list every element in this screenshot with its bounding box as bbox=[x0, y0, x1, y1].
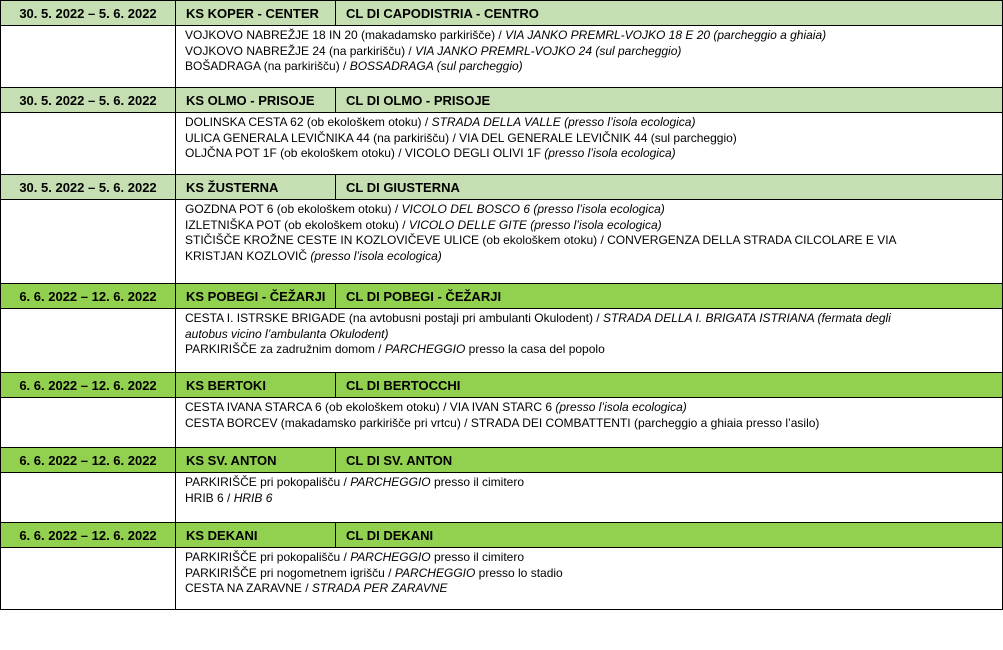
location-text: CESTA NA ZARAVNE / bbox=[185, 581, 312, 595]
community-name-sl: KS BERTOKI bbox=[176, 373, 336, 398]
location-line bbox=[185, 218, 1000, 234]
location-text: GOZDNA POT 6 (ob ekološkem otoku) / bbox=[185, 202, 402, 216]
location-text: ULICA GENERALA LEVIČNIKA 44 (na parkirišču) / VIA DEL GENERALE LEVIČNIK 44 (sul parcheggio) bbox=[185, 130, 737, 145]
location-text: OLJČNA POT 1F (ob ekološkem otoku) / VICOLO DEGLI OLIVI 1F bbox=[185, 146, 545, 160]
location-text: VICOLO DEL BOSCO 6 (presso l’isola ecologica) bbox=[401, 202, 665, 216]
empty-cell bbox=[1, 200, 176, 284]
section-detail-row bbox=[1, 398, 1003, 448]
community-name-it: CL DI GIUSTERNA bbox=[336, 175, 1003, 200]
location-text: PARKIRIŠČE pri nogometnem igrišču / bbox=[185, 565, 395, 580]
location-text: PARKIRIŠČE za zadružnim domom / bbox=[185, 342, 385, 356]
location-text: PARCHEGGIO bbox=[350, 475, 431, 489]
locations-cell bbox=[176, 200, 1003, 284]
location-line bbox=[185, 249, 1000, 265]
section-header-row bbox=[1, 448, 1003, 473]
location-text: VOJKOVO NABREŽJE 24 (na parkirišču) / bbox=[185, 43, 416, 58]
location-text: presso la casa del popolo bbox=[465, 342, 605, 356]
empty-cell bbox=[1, 26, 176, 88]
date-range: 30. 5. 2022 – 5. 6. 2022 bbox=[1, 1, 176, 26]
date-range: 6. 6. 2022 – 12. 6. 2022 bbox=[1, 523, 176, 548]
community-name-it: CL DI SV. ANTON bbox=[336, 448, 1003, 473]
section-detail-row bbox=[1, 113, 1003, 175]
location-text: presso il cimitero bbox=[430, 475, 525, 489]
location-text: autobus vicino l’ambulanta Okulodent) bbox=[185, 326, 389, 341]
schedule-body bbox=[1, 1, 1003, 610]
location-line bbox=[185, 233, 1000, 249]
location-line bbox=[185, 59, 1000, 75]
location-text: PARKIRIŠČE pri pokopališču / bbox=[185, 475, 351, 489]
location-line bbox=[185, 202, 1000, 218]
community-name-it: CL DI DEKANI bbox=[336, 523, 1003, 548]
section-detail-row bbox=[1, 200, 1003, 284]
location-text: BOŠADRAGA (na parkirišču) / bbox=[185, 59, 350, 73]
location-text: (presso l’isola ecologica) bbox=[555, 400, 687, 414]
community-name-it: CL DI POBEGI - ČEŽARJI bbox=[336, 284, 1003, 309]
location-text: VIA JANKO PREMRL-VOJKO 24 (sul parcheggio) bbox=[415, 43, 682, 58]
location-line bbox=[185, 416, 1000, 432]
location-line bbox=[185, 146, 1000, 162]
date-range: 30. 5. 2022 – 5. 6. 2022 bbox=[1, 175, 176, 200]
section-detail-row bbox=[1, 26, 1003, 88]
location-line bbox=[185, 491, 1000, 507]
locations-cell bbox=[176, 26, 1003, 88]
location-line bbox=[185, 550, 1000, 566]
locations-cell bbox=[176, 548, 1003, 610]
date-range: 6. 6. 2022 – 12. 6. 2022 bbox=[1, 284, 176, 309]
location-line bbox=[185, 311, 1000, 327]
community-name-sl: KS POBEGI - ČEŽARJI bbox=[176, 284, 336, 309]
location-line bbox=[185, 131, 1000, 147]
locations-cell bbox=[176, 113, 1003, 175]
section-detail-row bbox=[1, 309, 1003, 373]
community-name-it: CL DI CAPODISTRIA - CENTRO bbox=[336, 1, 1003, 26]
location-text: IZLETNIŠKA POT (ob ekološkem otoku) / bbox=[185, 217, 409, 232]
community-name-sl: KS SV. ANTON bbox=[176, 448, 336, 473]
location-text: presso lo stadio bbox=[475, 565, 563, 580]
location-text: BOSSADRAGA (sul parcheggio) bbox=[349, 59, 523, 73]
location-text: (presso l’isola ecologica) bbox=[310, 248, 442, 263]
location-text: (presso l’isola ecologica) bbox=[544, 146, 676, 160]
location-line bbox=[185, 566, 1000, 582]
location-text: PARCHEGGIO bbox=[394, 565, 476, 580]
community-name-it: CL DI BERTOCCHI bbox=[336, 373, 1003, 398]
date-range: 30. 5. 2022 – 5. 6. 2022 bbox=[1, 88, 176, 113]
community-name-sl: KS DEKANI bbox=[176, 523, 336, 548]
section-detail-row bbox=[1, 548, 1003, 610]
empty-cell bbox=[1, 309, 176, 373]
location-text: KRISTJAN KOZLOVIČ bbox=[185, 248, 311, 263]
location-text: HRIB 6 bbox=[233, 490, 273, 505]
location-text: STIČIŠČE KROŽNE CESTE IN KOZLOVIČEVE ULICE (ob ekološkem otoku) / CONVERGENZA DELLA STRADA CILCOLARE E VIA bbox=[185, 233, 897, 247]
location-text: PARCHEGGIO bbox=[350, 550, 431, 564]
location-line bbox=[185, 44, 1000, 60]
location-text: presso il cimitero bbox=[430, 550, 525, 564]
location-line bbox=[185, 400, 1000, 416]
section-header-row bbox=[1, 1, 1003, 26]
location-text: VOJKOVO NABREŽJE 18 IN 20 (makadamsko parkirišče) / bbox=[185, 28, 506, 42]
location-text: STRADA PER ZARAVNE bbox=[311, 581, 448, 595]
locations-cell bbox=[176, 398, 1003, 448]
location-line bbox=[185, 28, 1000, 44]
location-text: PARCHEGGIO bbox=[384, 342, 466, 356]
section-header-row bbox=[1, 373, 1003, 398]
location-line bbox=[185, 581, 1000, 597]
location-text: VIA JANKO PREMRL-VOJKO 18 E 20 (parcheggio a ghiaia) bbox=[505, 28, 827, 42]
date-range: 6. 6. 2022 – 12. 6. 2022 bbox=[1, 448, 176, 473]
section-detail-row bbox=[1, 473, 1003, 523]
location-line bbox=[185, 327, 1000, 343]
date-range: 6. 6. 2022 – 12. 6. 2022 bbox=[1, 373, 176, 398]
empty-cell bbox=[1, 398, 176, 448]
section-header-row bbox=[1, 88, 1003, 113]
location-text: DOLINSKA CESTA 62 (ob ekološkem otoku) / bbox=[185, 115, 432, 129]
section-header-row bbox=[1, 523, 1003, 548]
community-name-it: CL DI OLMO - PRISOJE bbox=[336, 88, 1003, 113]
community-name-sl: KS ŽUSTERNA bbox=[176, 175, 336, 200]
empty-cell bbox=[1, 473, 176, 523]
section-header-row bbox=[1, 175, 1003, 200]
location-text: STRADA DELLA I. BRIGATA ISTRIANA (fermata degli bbox=[602, 311, 891, 325]
location-text: VICOLO DELLE GITE (presso l’isola ecologica) bbox=[408, 217, 662, 232]
location-line bbox=[185, 475, 1000, 491]
section-header-row bbox=[1, 284, 1003, 309]
location-line bbox=[185, 115, 1000, 131]
community-name-sl: KS KOPER - CENTER bbox=[176, 1, 336, 26]
locations-cell bbox=[176, 309, 1003, 373]
location-line bbox=[185, 342, 1000, 358]
location-text: CESTA I. ISTRSKE BRIGADE (na avtobusni postaji pri ambulanti Okulodent) / bbox=[185, 311, 603, 325]
community-name-sl: KS OLMO - PRISOJE bbox=[176, 88, 336, 113]
empty-cell bbox=[1, 113, 176, 175]
empty-cell bbox=[1, 548, 176, 610]
location-text: HRIB 6 / bbox=[185, 490, 234, 505]
location-text: CESTA IVANA STARCA 6 (ob ekološkem otoku) / VIA IVAN STARC 6 bbox=[185, 400, 556, 414]
location-text: STRADA DELLA VALLE (presso l’isola ecologica) bbox=[431, 115, 696, 129]
location-text: PARKIRIŠČE pri pokopališču / bbox=[185, 550, 351, 564]
location-text: CESTA BORCEV (makadamsko parkirišče pri vrtcu) / STRADA DEI COMBATTENTI (parcheggio a ghiaia presso l’asilo) bbox=[185, 415, 820, 430]
locations-cell bbox=[176, 473, 1003, 523]
